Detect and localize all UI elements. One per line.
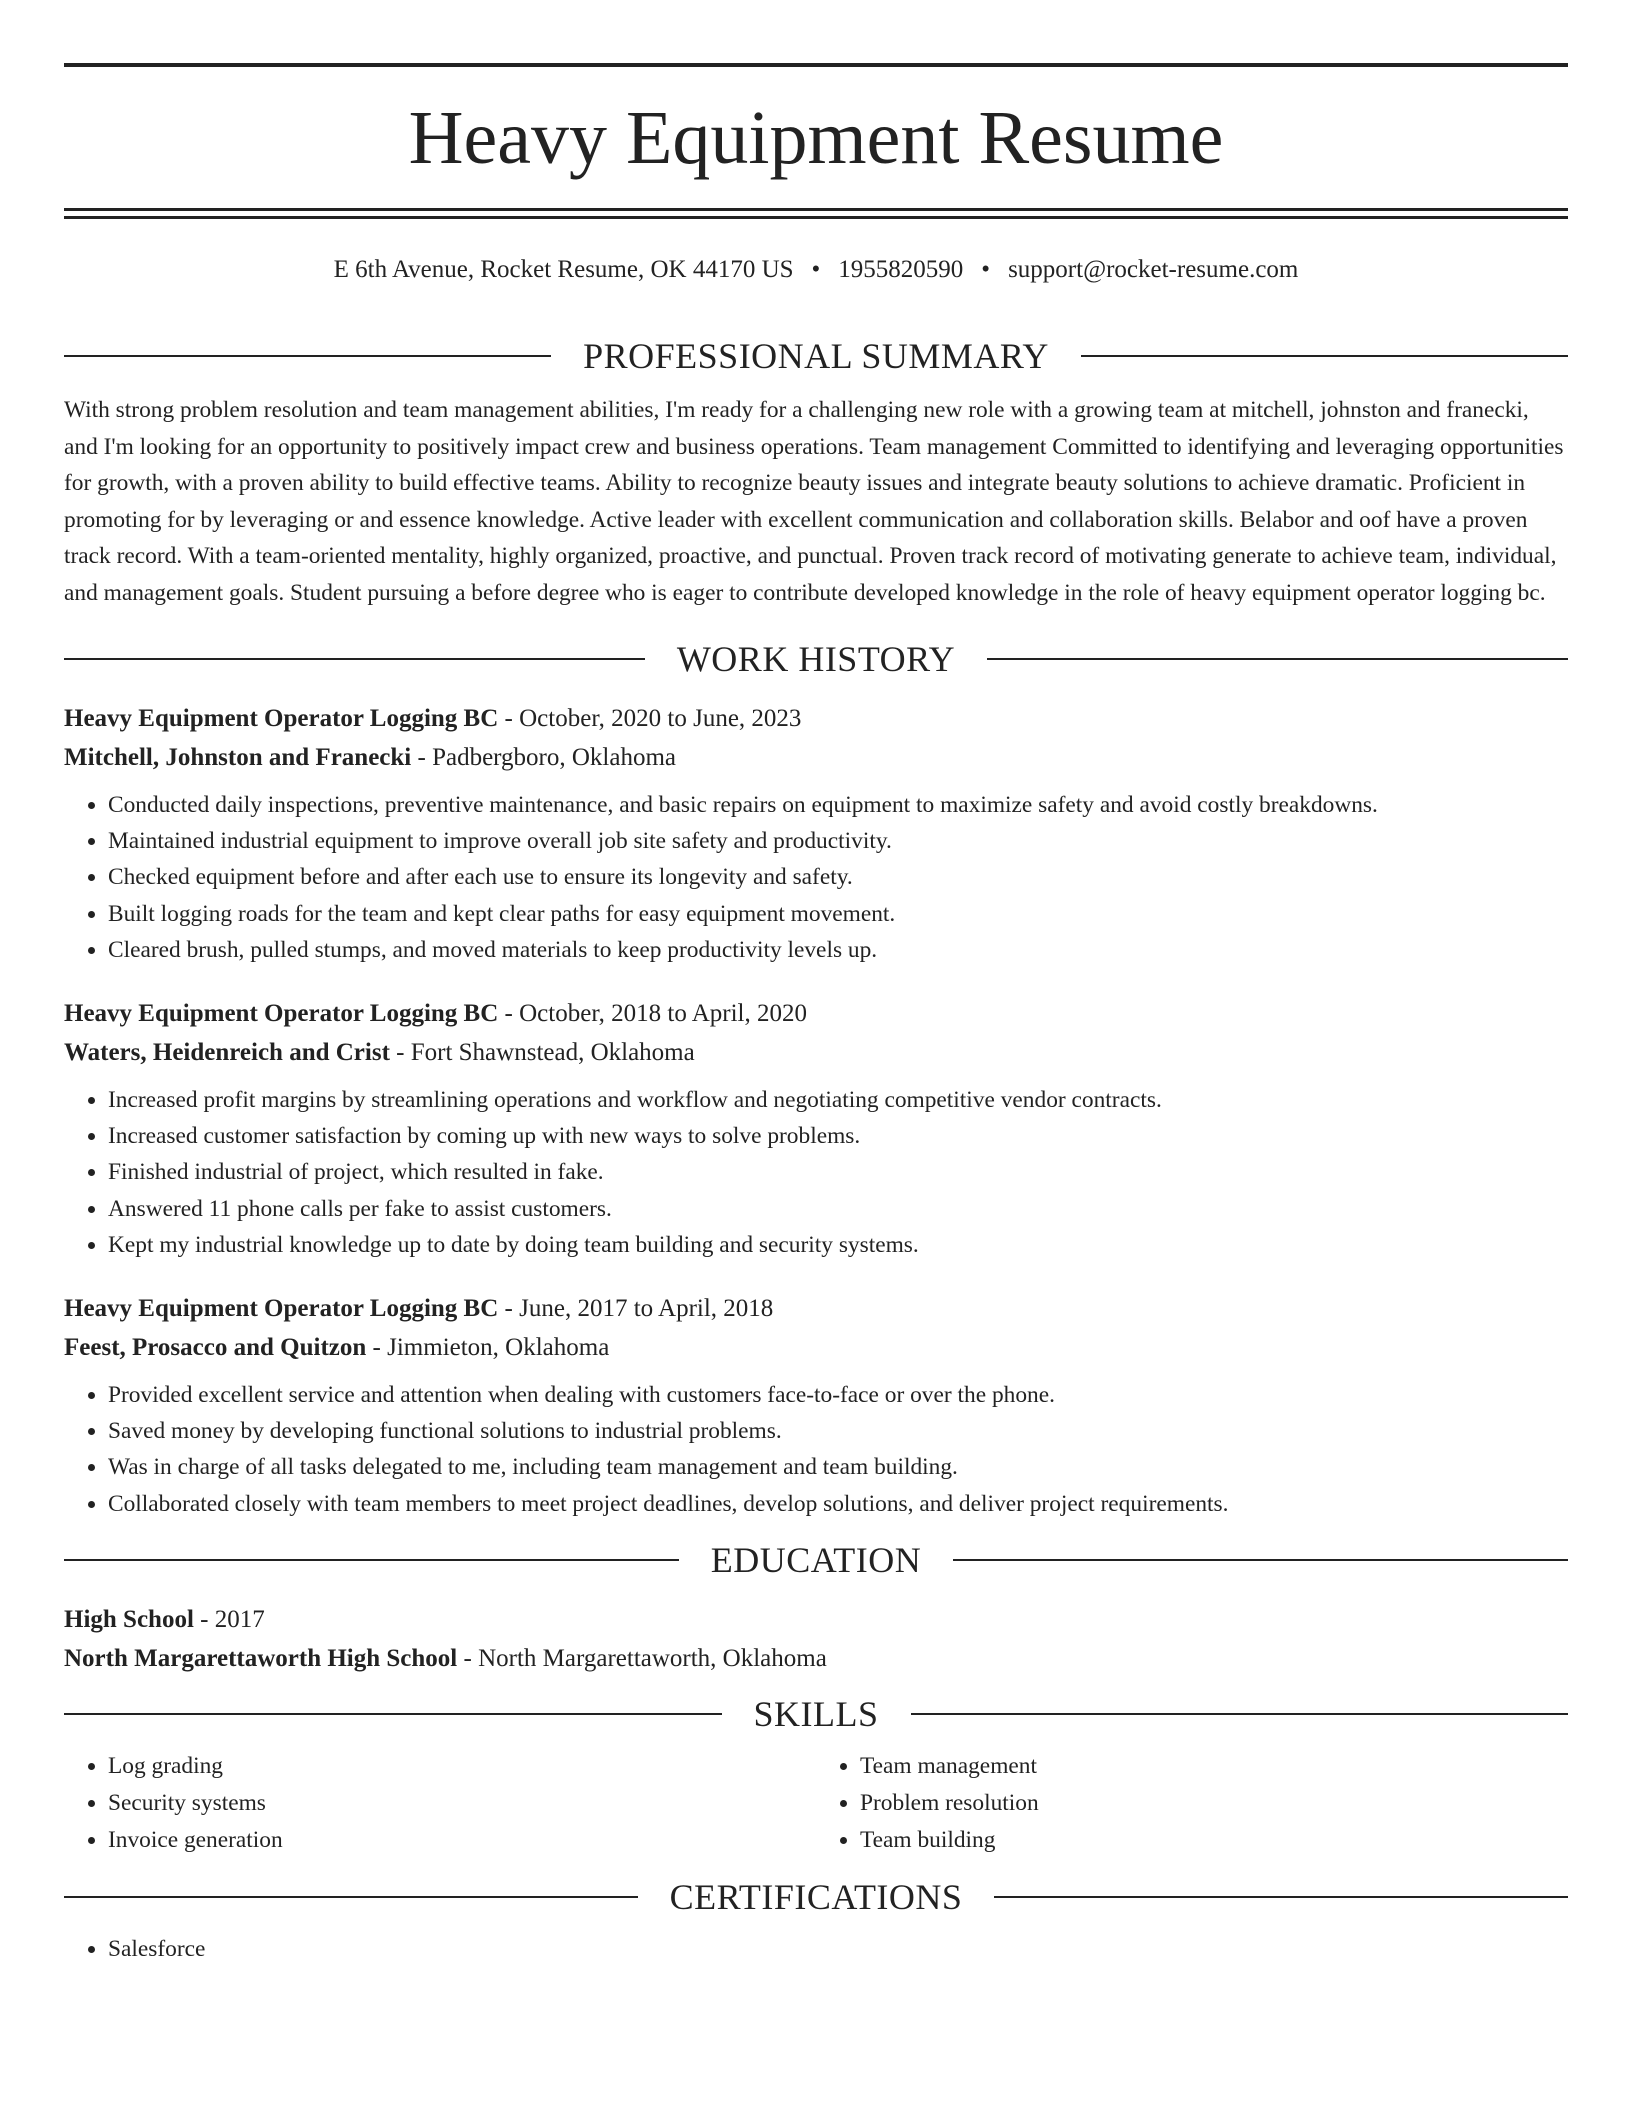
certifications-list <box>64 1931 1568 1967</box>
job-bullets <box>64 1082 1568 1263</box>
list-item: • Security systems <box>108 1785 816 1822</box>
job-bullets <box>64 1377 1568 1522</box>
job-title-line <box>64 1289 1568 1328</box>
header-bottom-rule-second <box>64 216 1568 219</box>
heading-rule <box>987 658 1568 660</box>
job-title-line <box>64 994 1568 1033</box>
heading-rule <box>64 355 551 357</box>
skills-column-right <box>816 1748 1568 1859</box>
list-item: • Cleared brush, pulled stumps, and moved materials to keep productivity levels up. <box>108 932 1568 968</box>
section-heading-work-history <box>64 633 1568 685</box>
job-title: Heavy Equipment Operator Logging BC <box>64 705 499 732</box>
section-title: WORK HISTORY <box>676 639 956 679</box>
list-item: • Team building <box>860 1822 1568 1859</box>
education-year: - 2017 <box>193 1605 265 1633</box>
job-title: Heavy Equipment Operator Logging BC <box>64 1000 499 1028</box>
job-dates: - June, 2017 to April, 2018 <box>498 1295 774 1323</box>
job-company-line <box>64 1328 1568 1367</box>
section-title: EDUCATION <box>710 1539 922 1580</box>
education-degree-line <box>64 1600 1568 1639</box>
list-item: • Finished industrial of project, which resulted in fake. <box>108 1154 1568 1190</box>
job-company: Feest, Prosacco and Quitzon <box>64 1334 367 1362</box>
list-item: • Collaborated closely with team members to meet project deadlines, develop solutions, and deliver project requirements. <box>108 1486 1568 1522</box>
job-location: - Jimmieton, Oklahoma <box>366 1334 610 1362</box>
list-item: • Built logging roads for the team and kept clear paths for easy equipment movement. <box>108 896 1568 932</box>
list-item: • Checked equipment before and after each use to ensure its longevity and safety. <box>108 859 1568 895</box>
summary-text: With strong problem resolution and team management abilities, I'm ready for a challenging new role with a growing team at mitchell, johnston and franecki, and I'm looking for an opportunity to positively impact crew and business operations. Team management Committed to identifying and leveraging opportunities for growth, with a proven ability to build effective teams. Ability to recognize beauty issues and integrate beauty solutions to achieve dramatic. Proficient in promoting for by leveraging or and essence knowledge. Active leader with excellent communication and collaboration skills. Belabor and oof have a proven track record. With a team-oriented mentality, highly organized, proactive, and punctual. Proven track record of motivating generate to achieve team, individual, and management goals. Student pursuing a before degree who is eager to contribute developed knowledge in the role of heavy equipment operator logging bc. <box>64 397 1564 606</box>
education-location: - North Margarettaworth, Oklahoma <box>457 1644 827 1672</box>
list-item: • Answered 11 phone calls per fake to assist customers. <box>108 1191 1568 1227</box>
job-entry-2 <box>64 994 1568 1263</box>
contact-address: E 6th Avenue, Rocket Resume, OK 44170 US <box>333 256 794 283</box>
list-item: • Maintained industrial equipment to improve overall job site safety and productivity. <box>108 823 1568 859</box>
section-heading-education <box>64 1534 1568 1586</box>
list-item: • Kept my industrial knowledge up to date by doing team building and security systems. <box>108 1227 1568 1263</box>
section-heading-certifications <box>64 1871 1568 1923</box>
job-company: Waters, Heidenreich and Crist <box>64 1039 390 1067</box>
contact-email: support@rocket-resume.com <box>1008 256 1299 283</box>
list-item: • Conducted daily inspections, preventive maintenance, and basic repairs on equipment to maximize safety and avoid costly breakdowns. <box>108 787 1568 823</box>
heading-rule <box>953 1559 1568 1561</box>
list-item: • Saved money by developing functional solutions to industrial problems. <box>108 1413 1568 1449</box>
job-entry-3 <box>64 1289 1568 1522</box>
list-item: • Invoice generation <box>108 1822 816 1859</box>
heading-rule <box>64 1713 722 1715</box>
list-item: • Team management <box>860 1748 1568 1785</box>
section-title: CERTIFICATIONS <box>669 1876 963 1917</box>
section-heading-summary <box>64 330 1568 382</box>
contact-separator: • <box>981 256 991 283</box>
list-item: • Increased profit margins by streamlining operations and workflow and negotiating competitive vendor contracts. <box>108 1082 1568 1118</box>
heading-rule <box>994 1896 1568 1898</box>
job-dates: - October, 2020 to June, 2023 <box>498 705 802 732</box>
skills-list <box>64 1748 1568 1859</box>
heading-rule <box>64 658 645 660</box>
education-entry <box>64 1600 1568 1678</box>
list-item: • Provided excellent service and attention when dealing with customers face-to-face or over the phone. <box>108 1377 1568 1413</box>
list-item: • Was in charge of all tasks delegated to me, including team management and team building. <box>108 1449 1568 1485</box>
contact-separator: • <box>811 256 821 283</box>
section-title: SKILLS <box>753 1693 879 1734</box>
heading-rule <box>64 1896 638 1898</box>
job-title: Heavy Equipment Operator Logging BC <box>64 1295 499 1323</box>
section-title: PROFESSIONAL SUMMARY <box>583 336 1049 376</box>
contact-phone: 1955820590 <box>838 256 964 283</box>
job-company: Mitchell, Johnston and Franecki <box>64 744 412 771</box>
education-school-line <box>64 1639 1568 1678</box>
heading-rule <box>64 1559 679 1561</box>
skills-column-left <box>64 1748 816 1859</box>
job-entry-1 <box>64 699 1568 968</box>
job-dates: - October, 2018 to April, 2020 <box>498 1000 807 1028</box>
heading-rule <box>1081 355 1568 357</box>
job-bullets <box>64 787 1568 968</box>
job-company-line <box>64 1033 1568 1072</box>
job-location: - Padbergboro, Oklahoma <box>411 744 677 771</box>
resume-title: Heavy Equipment Resume <box>408 96 1224 180</box>
education-degree: High School <box>64 1605 194 1633</box>
resume-body <box>64 330 1568 1967</box>
header-top-rule <box>64 63 1568 67</box>
job-location: - Fort Shawnstead, Oklahoma <box>389 1039 695 1067</box>
list-item: • Problem resolution <box>860 1785 1568 1822</box>
contact-line <box>64 252 1568 288</box>
list-item: • Increased customer satisfaction by coming up with new ways to solve problems. <box>108 1118 1568 1154</box>
list-item: • Salesforce <box>108 1931 1568 1967</box>
list-item: • Log grading <box>108 1748 816 1785</box>
heading-rule <box>911 1713 1569 1715</box>
section-heading-skills <box>64 1688 1568 1740</box>
education-school: North Margarettaworth High School <box>64 1644 458 1672</box>
job-title-line <box>64 699 1568 738</box>
job-company-line <box>64 738 1568 777</box>
header-bottom-rule <box>64 208 1568 211</box>
